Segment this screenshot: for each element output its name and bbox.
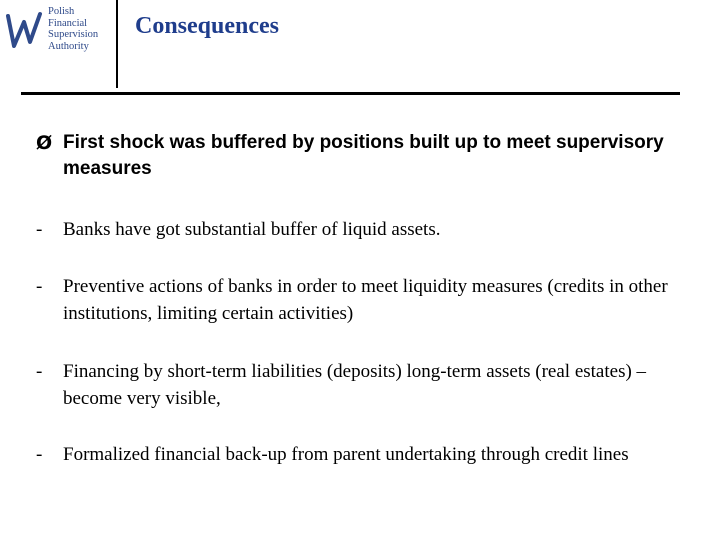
logo <box>4 6 110 56</box>
dash-marker: - <box>36 361 43 382</box>
list-item <box>36 358 676 412</box>
logo-line: Polish <box>48 6 75 17</box>
arrow-bullet-icon: Ø <box>36 132 53 154</box>
header-horizontal-divider <box>21 92 680 95</box>
list-item-text: Financing by short-term liabilities (deposits) long-term assets (real estates) – become very visible, <box>63 361 647 409</box>
list-item-text: Preventive actions of banks in order to meet liquidity measures (credits in other institutions, limiting certain activities) <box>63 276 668 324</box>
header-vertical-divider <box>116 0 118 88</box>
list-item <box>36 441 676 468</box>
dash-marker: - <box>36 276 43 297</box>
dash-marker: - <box>36 219 43 240</box>
knf-logo-icon <box>4 8 44 54</box>
logo-line: Authority <box>48 40 89 52</box>
list-item <box>36 273 676 327</box>
logo-line: Financial <box>48 17 88 29</box>
logo-text <box>48 6 98 52</box>
list-item <box>36 216 676 243</box>
list-item-text: Banks have got substantial buffer of liquid assets. <box>63 219 441 240</box>
list-item-text: Formalized financial back-up from parent undertaking through credit lines <box>63 444 629 465</box>
main-bullet <box>36 130 676 182</box>
slide-title: Consequences <box>135 13 280 39</box>
logo-line: Supervision <box>48 29 99 40</box>
main-bullet-text: First shock was buffered by positions built up to meet supervisory measures <box>63 132 664 179</box>
dash-marker: - <box>36 444 43 465</box>
